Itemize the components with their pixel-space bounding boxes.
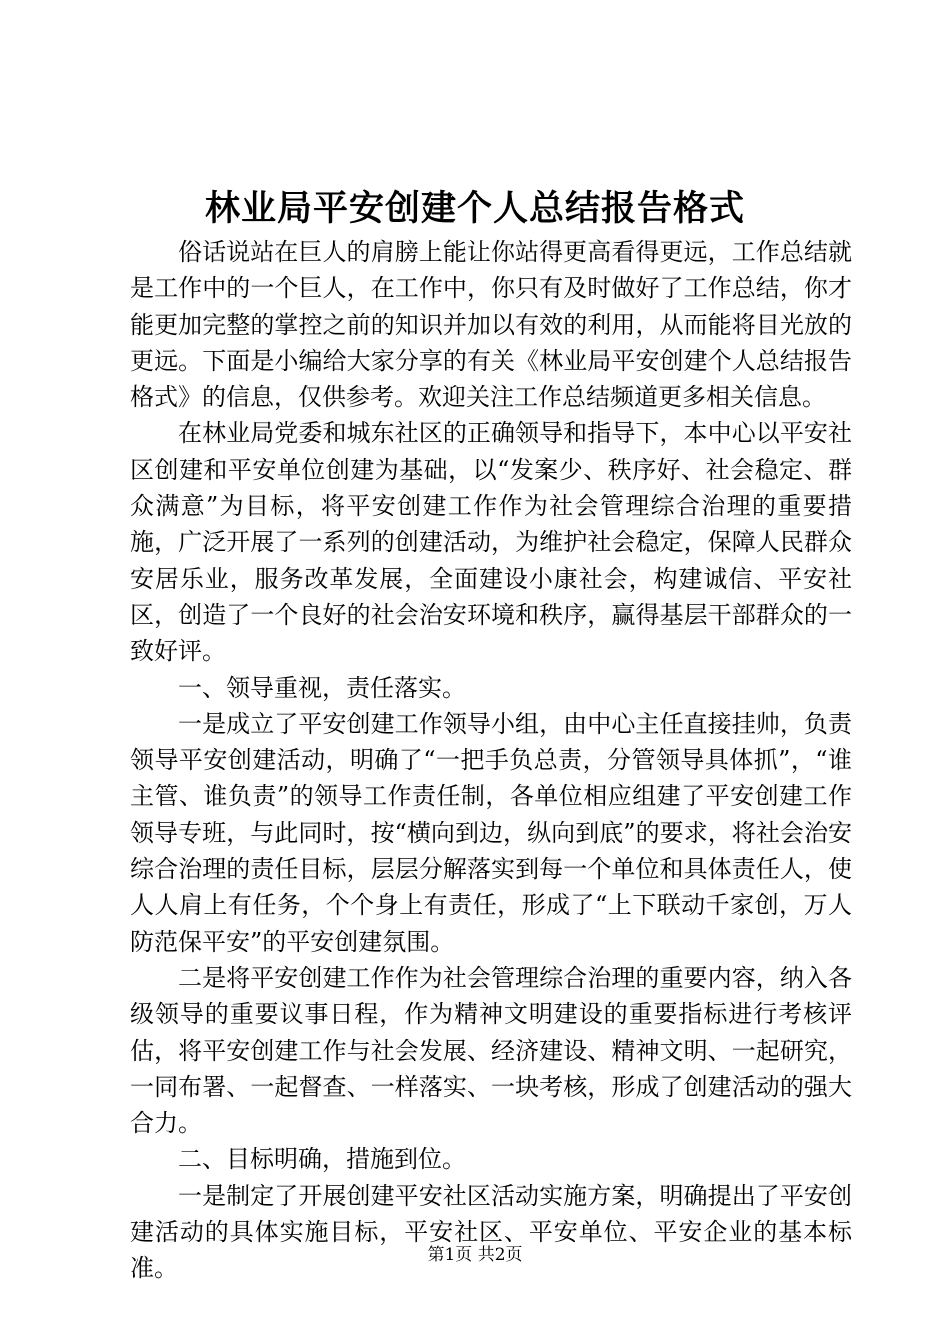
section-heading-2: 二、目标明确，措施到位。 — [178, 1145, 466, 1174]
paragraph-implementation-plan: 一是制定了开展创建平安社区活动实施方案，明确提出了平安创建活动的具体实施目标，平安社区、平安单位、平安企业的基本标准。 — [130, 1181, 852, 1283]
document-title: 林业局平安创建个人总结报告格式 — [204, 188, 745, 229]
page-number-footer: 第1页 共2页 — [427, 1245, 523, 1265]
paragraph-agenda: 二是将平安创建工作作为社会管理综合治理的重要内容，纳入各级领导的重要议事日程，作为精神文明建设的重要指标进行考核评估，将平安创建工作与社会发展、经济建设、精神文明、一起研究，一同布署、一起督查、一样落实、一块考核，形成了创建活动的强大合力。 — [130, 963, 852, 1138]
paragraph-overview: 在林业局党委和城东社区的正确领导和指导下，本中心以平安社区创建和平安单位创建为基础，以“发案少、秩序好、社会稳定、群众满意”为目标，将平安创建工作作为社会管理综合治理的重要措施，广泛开展了一系列的创建活动，为维护社会稳定，保障人民群众安居乐业，服务改革发展，全面建设小康社会，构建诚信、平安社区，创造了一个良好的社会治安环境和秩序，赢得基层干部群众的一致好评。 — [130, 419, 852, 666]
paragraph-leadership-group: 一是成立了平安创建工作领导小组，由中心主任直接挂帅，负责领导平安创建活动，明确了“一把手负总责，分管领导具体抓”，“谁主管、谁负责”的领导工作责任制，各单位相应组建了平安创建工作领导专班，与此同时，按“横向到边，纵向到底”的要求，将社会治安综合治理的责任目标，层层分解落实到每一个单位和具体责任人，使人人肩上有任务，个个身上有责任，形成了“上下联动千家创，万人防范保平安”的平安创建氛围。 — [130, 709, 852, 956]
paragraph-intro: 俗话说站在巨人的肩膀上能让你站得更高看得更远，工作总结就是工作中的一个巨人，在工作中，你只有及时做好了工作总结，你才能更加完整的掌控之前的知识并加以有效的利用，从而能将目光放的更远。下面是小编给大家分享的有关《林业局平安创建个人总结报告格式》的信息，仅供参考。欢迎关注工作总结频道更多相关信息。 — [130, 238, 852, 412]
section-heading-1: 一、领导重视，责任落实。 — [178, 673, 466, 702]
document-body — [130, 234, 852, 1287]
